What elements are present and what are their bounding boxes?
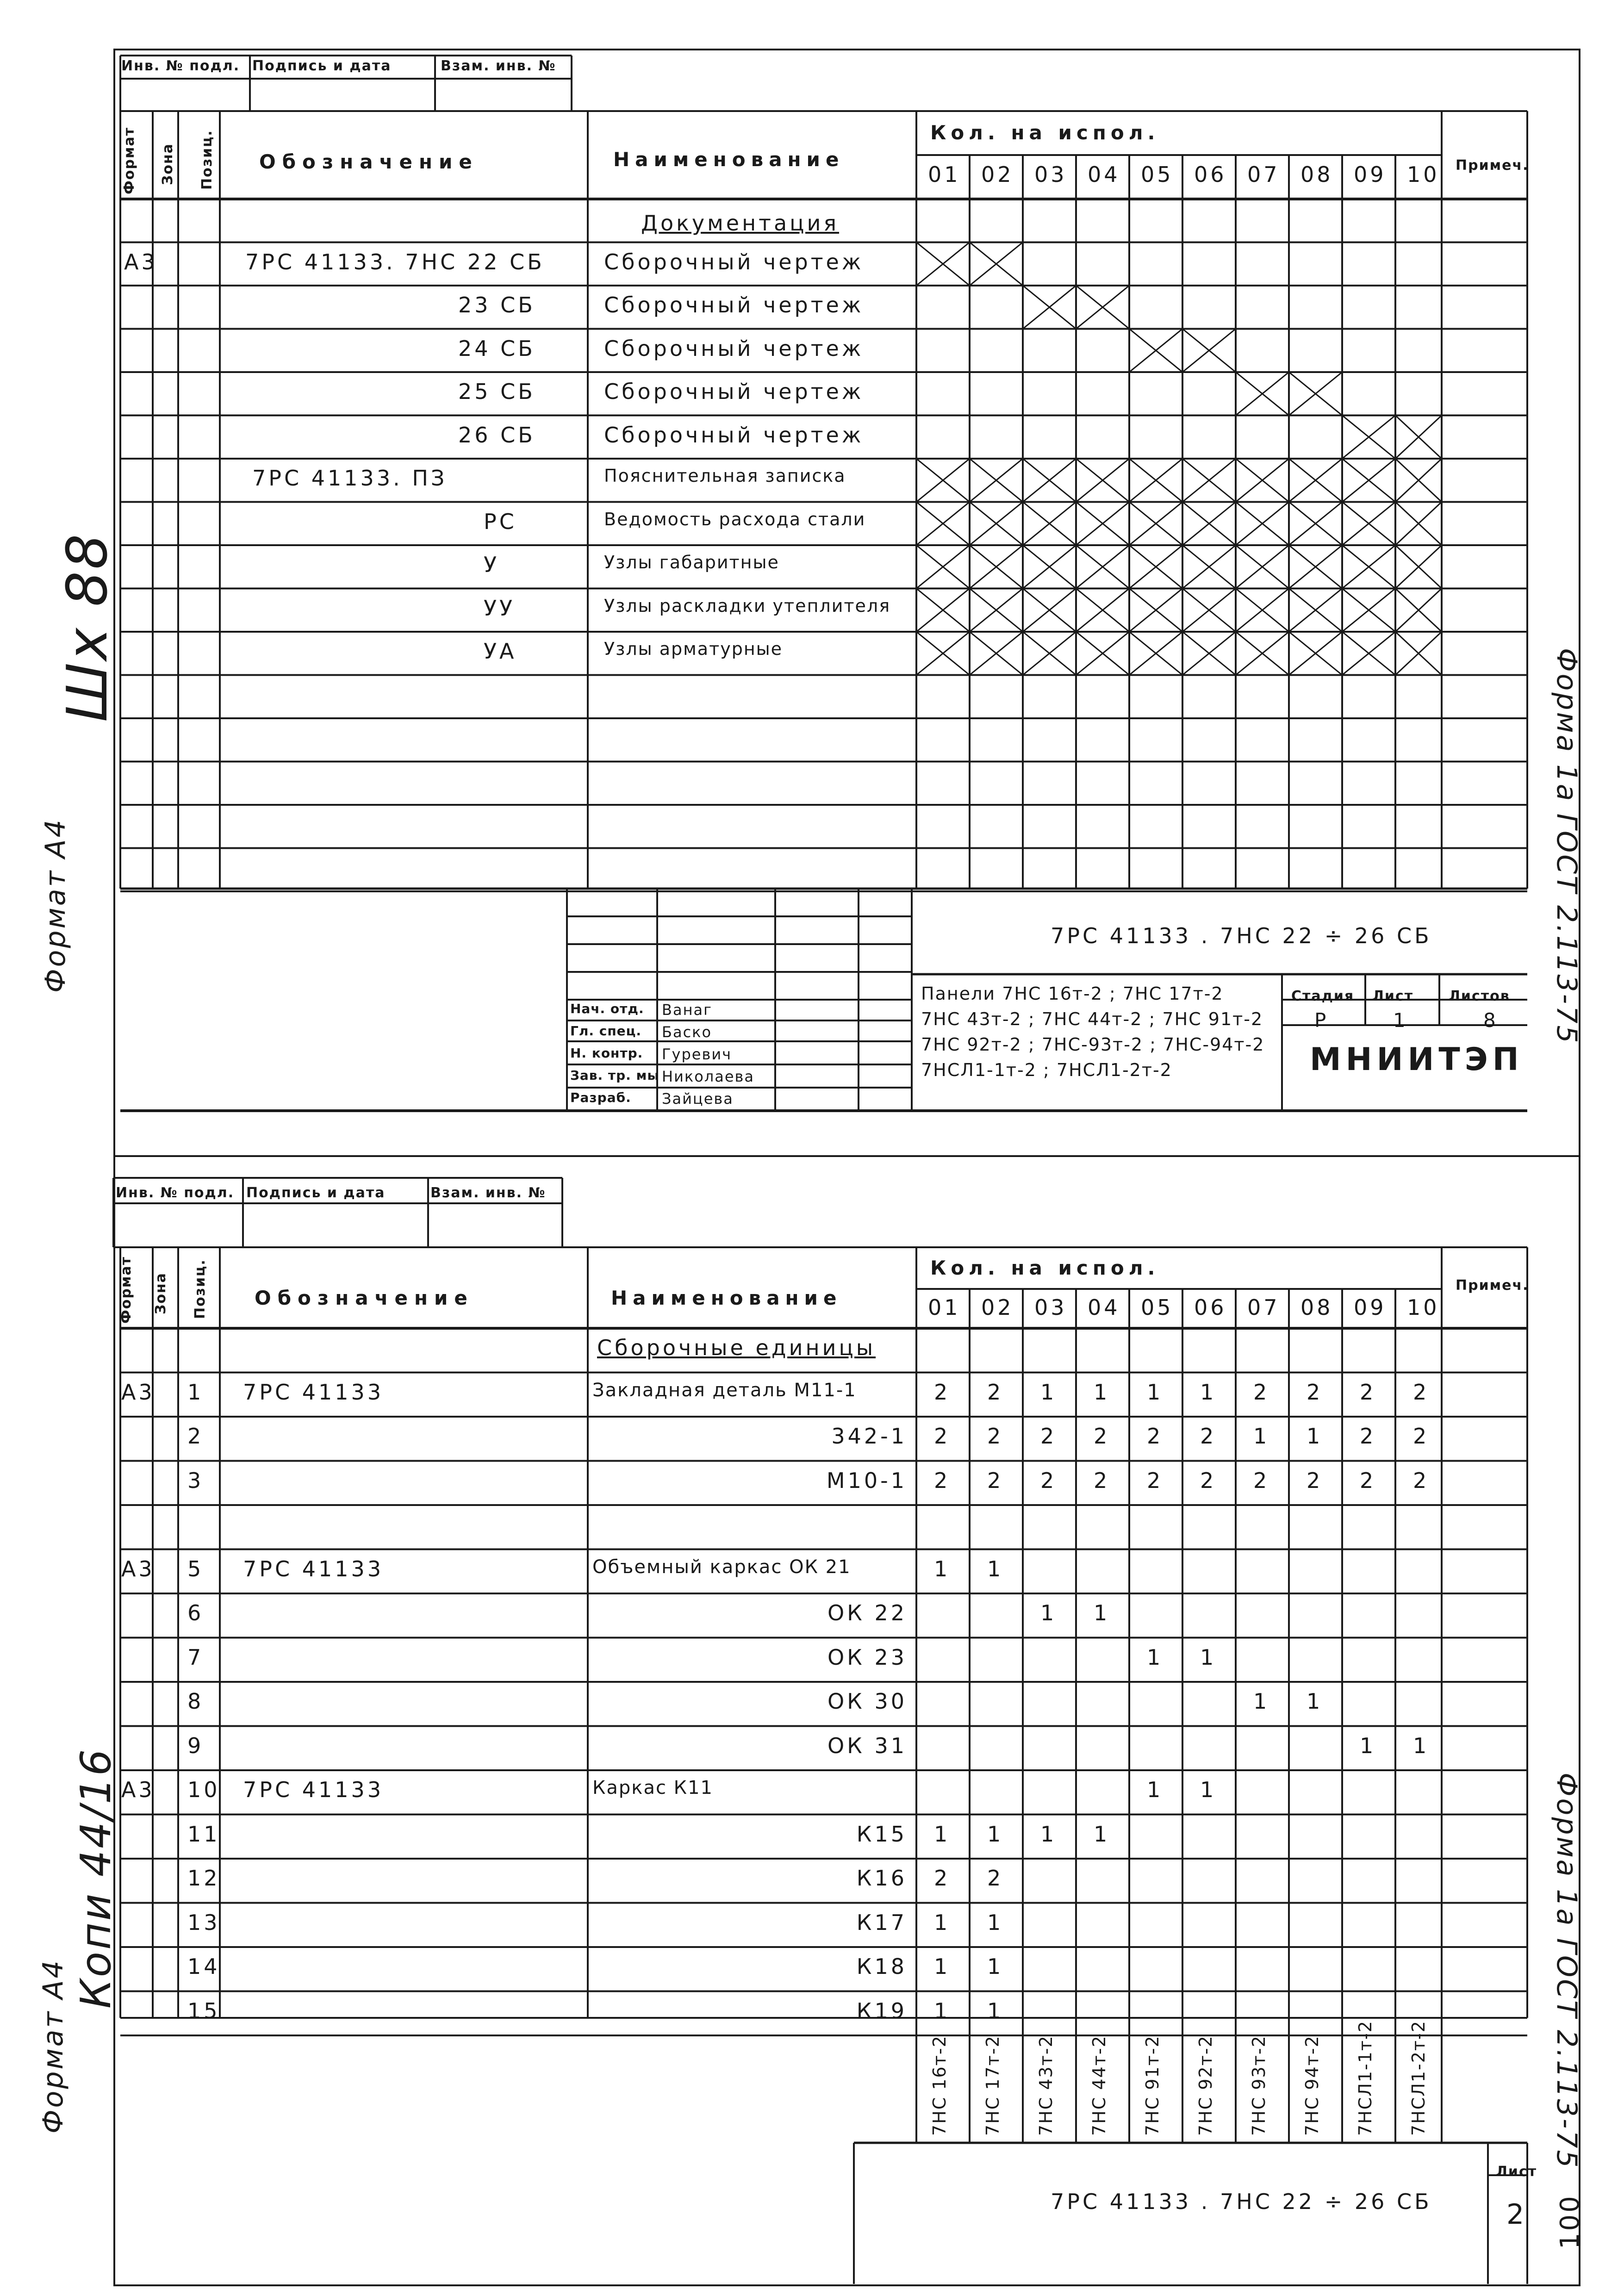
bottom-panel-name: 7НС 44т-2 xyxy=(1089,2035,1109,2136)
stamp-title-line: 7НСЛ1-1т-2 ; 7НСЛ1-2т-2 xyxy=(921,1060,1172,1080)
bottom-row-pos: 12 xyxy=(187,1866,220,1891)
top-row-name: Пояснительная записка xyxy=(604,466,846,486)
bottom-panel-name: 7НС 16т-2 xyxy=(929,2035,950,2136)
bottom-row-qty: 1 xyxy=(987,1998,1004,2023)
top-section-title: Документация xyxy=(641,211,840,236)
bottom-row-qty: 2 xyxy=(1360,1379,1376,1405)
bottom-panel-name: 7НСЛ1-2т-2 xyxy=(1408,2020,1429,2136)
top-header-replace: Взам. инв. № xyxy=(441,58,556,74)
top-col-qty: Кол. на испол. xyxy=(930,121,1160,144)
bottom-row-qty: 1 xyxy=(1094,1379,1110,1405)
bottom-section-title: Сборочные единицы xyxy=(597,1335,876,1360)
bottom-panel-name: 7НС 93т-2 xyxy=(1249,2035,1269,2136)
stamp-sheets: 8 xyxy=(1483,1009,1498,1032)
bottom-row-qty: 2 xyxy=(1307,1468,1323,1493)
top-signature-left: Шх 88 xyxy=(56,532,120,722)
bottom-row-format: А3 xyxy=(121,1556,155,1581)
bottom-panel-name: 7НС 92т-2 xyxy=(1195,2035,1216,2136)
bottom-variant-header: 10 xyxy=(1407,1295,1440,1320)
bottom-header-inv: Инв. № подл. xyxy=(116,1185,235,1201)
bottom-row-qty: 2 xyxy=(1094,1424,1110,1449)
bottom-row-qty: 1 xyxy=(987,1954,1004,1979)
bottom-row-qty: 2 xyxy=(934,1379,951,1405)
bottom-row-pos: 3 xyxy=(187,1468,204,1493)
bottom-row-qty: 1 xyxy=(1200,1379,1217,1405)
bottom-row-qty: 2 xyxy=(1040,1424,1057,1449)
bottom-col-format: Формат xyxy=(118,1256,134,1324)
top-row-designation: РС xyxy=(484,509,517,534)
top-row-designation: 25 СБ xyxy=(458,379,535,404)
top-row-designation: 26 СБ xyxy=(458,422,535,448)
bottom-row-pos: 6 xyxy=(187,1600,204,1625)
bottom-row-qty: 1 xyxy=(987,1910,1004,1935)
bottom-row-qty: 1 xyxy=(1200,1777,1217,1802)
bottom-row-name: Объемный каркас ОК 21 xyxy=(592,1556,851,1578)
stamp-sheets-label: Листов xyxy=(1449,988,1510,1004)
top-row-designation: 23 СБ xyxy=(458,292,535,317)
bottom-row-qty: 2 xyxy=(1147,1468,1164,1493)
top-row-name: Сборочный чертеж xyxy=(604,292,864,317)
top-row-designation: 7РС 41133. ПЗ xyxy=(252,466,448,491)
bottom-row-pos: 13 xyxy=(187,1910,220,1935)
bottom-row-name: К16 xyxy=(856,1866,907,1891)
top-variant-header: 09 xyxy=(1354,162,1387,187)
bottom-variant-header: 08 xyxy=(1300,1295,1333,1320)
bottom-sheet-label: Лист xyxy=(1496,2164,1537,2180)
bottom-row-pos: 11 xyxy=(187,1821,220,1847)
bottom-row-qty: 1 xyxy=(1253,1689,1270,1714)
bottom-row-name: 342-1 xyxy=(831,1424,907,1449)
bottom-variant-header: 07 xyxy=(1247,1295,1280,1320)
bottom-row-name: К17 xyxy=(856,1910,907,1935)
top-row-name: Сборочный чертеж xyxy=(604,422,864,448)
top-row-name: Сборочный чертеж xyxy=(604,249,864,274)
top-variant-header: 06 xyxy=(1194,162,1227,187)
bottom-row-qty: 1 xyxy=(934,1998,951,2023)
bottom-footer-code: 7РС 41133 . 7НС 22 ÷ 26 СБ xyxy=(1051,2189,1432,2214)
bottom-row-qty: 1 xyxy=(934,1821,951,1847)
top-variant-header: 08 xyxy=(1300,162,1333,187)
stamp-person: Ванаг xyxy=(662,1001,712,1019)
stamp-title-line: 7НС 43т-2 ; 7НС 44т-2 ; 7НС 91т-2 xyxy=(921,1009,1263,1029)
bottom-row-qty: 1 xyxy=(1094,1600,1110,1625)
bottom-row-name: Закладная деталь М11-1 xyxy=(592,1379,857,1401)
stamp-stage: Р xyxy=(1314,1009,1328,1032)
bottom-row-name: ОК 31 xyxy=(827,1733,907,1758)
top-variant-header: 05 xyxy=(1141,162,1174,187)
bottom-row-qty: 1 xyxy=(1040,1600,1057,1625)
top-row-designation: 7РС 41133. 7НС 22 СБ xyxy=(245,249,545,274)
top-variant-header: 07 xyxy=(1247,162,1280,187)
bottom-row-qty: 1 xyxy=(1040,1821,1057,1847)
bottom-row-pos: 9 xyxy=(187,1733,204,1758)
bottom-row-qty: 2 xyxy=(987,1468,1004,1493)
stamp-role: Гл. спец. xyxy=(570,1023,642,1039)
bottom-row-qty: 1 xyxy=(1147,1644,1164,1670)
top-row-name: Ведомость расхода стали xyxy=(604,509,866,529)
bottom-row-name: К18 xyxy=(856,1954,907,1979)
top-variant-header: 03 xyxy=(1034,162,1067,187)
top-stamp-code: 7РС 41133 . 7НС 22 ÷ 26 СБ xyxy=(1051,923,1432,948)
stamp-person: Николаева xyxy=(662,1068,754,1085)
bottom-row-name: К15 xyxy=(856,1821,907,1847)
top-col-zone: Зона xyxy=(160,143,176,185)
bottom-row-qty: 1 xyxy=(987,1821,1004,1847)
bottom-header-replace: Взам. инв. № xyxy=(430,1185,546,1201)
bottom-variant-header: 06 xyxy=(1194,1295,1227,1320)
stamp-sheet-label: Лист xyxy=(1372,988,1414,1004)
bottom-col-name: Наименование xyxy=(611,1287,842,1309)
bottom-row-name: ОК 23 xyxy=(827,1644,907,1670)
top-side-right: Форма 1а ГОСТ 2.113-75 xyxy=(1550,648,1583,1045)
top-row-designation: УА xyxy=(484,639,517,664)
bottom-row-pos: 14 xyxy=(187,1954,220,1979)
bottom-row-qty: 2 xyxy=(1413,1468,1430,1493)
bottom-row-qty: 1 xyxy=(934,1954,951,1979)
bottom-row-qty: 2 xyxy=(1307,1379,1323,1405)
bottom-row-qty: 1 xyxy=(1307,1424,1323,1449)
bottom-side-right: Форма 1а ГОСТ 2.113-75 xyxy=(1550,1773,1583,2170)
bottom-col-zone: Зона xyxy=(153,1272,169,1314)
bottom-variant-header: 09 xyxy=(1354,1295,1387,1320)
bottom-row-qty: 2 xyxy=(1200,1424,1217,1449)
bottom-row-pos: 5 xyxy=(187,1556,204,1581)
bottom-sheet-number: 2 xyxy=(1506,2198,1526,2231)
bottom-row-qty: 2 xyxy=(1253,1379,1270,1405)
stamp-person: Зайцева xyxy=(662,1090,734,1108)
bottom-row-qty: 2 xyxy=(1147,1424,1164,1449)
top-variant-header: 01 xyxy=(928,162,961,187)
bottom-row-qty: 1 xyxy=(1200,1644,1217,1670)
top-variant-header: 04 xyxy=(1088,162,1120,187)
bottom-col-note: Примеч. xyxy=(1456,1277,1529,1294)
bottom-row-qty: 2 xyxy=(1094,1468,1110,1493)
bottom-row-designation: 7РС 41133 xyxy=(243,1379,384,1405)
bottom-row-qty: 2 xyxy=(1413,1379,1430,1405)
bottom-row-name: ОК 30 xyxy=(827,1689,907,1714)
top-row-name: Узлы арматурные xyxy=(604,639,783,659)
top-row-name: Сборочный чертеж xyxy=(604,379,864,404)
stamp-stage-label: Стадия xyxy=(1291,988,1355,1004)
stamp-person: Гуревич xyxy=(662,1045,732,1063)
bottom-row-qty: 2 xyxy=(934,1866,951,1891)
bottom-row-format: А3 xyxy=(121,1379,155,1405)
bottom-row-qty: 2 xyxy=(1253,1468,1270,1493)
top-variant-header: 10 xyxy=(1407,162,1440,187)
stamp-org: МНИИТЭП xyxy=(1310,1041,1524,1078)
stamp-role: Разраб. xyxy=(570,1090,631,1105)
bottom-row-qty: 2 xyxy=(1413,1424,1430,1449)
bottom-row-qty: 2 xyxy=(1360,1468,1376,1493)
bottom-row-pos: 10 xyxy=(187,1777,220,1802)
bottom-row-name: Каркас К11 xyxy=(592,1777,713,1798)
bottom-variant-header: 01 xyxy=(928,1295,961,1320)
top-row-name: Узлы габаритные xyxy=(604,552,779,572)
top-col-designation: Обозначение xyxy=(259,150,479,173)
bottom-row-qty: 2 xyxy=(934,1468,951,1493)
bottom-row-qty: 1 xyxy=(1307,1689,1323,1714)
bottom-row-pos: 15 xyxy=(187,1998,220,2023)
bottom-variant-header: 03 xyxy=(1034,1295,1067,1320)
bottom-row-qty: 1 xyxy=(987,1556,1004,1581)
top-row-designation: У xyxy=(484,552,500,577)
page-number: 100 xyxy=(1555,2194,1585,2249)
bottom-row-qty: 2 xyxy=(987,1424,1004,1449)
stamp-role: Н. контр. xyxy=(570,1045,643,1061)
top-row-format: А3 xyxy=(124,249,158,274)
bottom-header-sign: Подпись и дата xyxy=(246,1185,386,1201)
bottom-row-name: ОК 22 xyxy=(827,1600,907,1625)
top-row-name: Сборочный чертеж xyxy=(604,336,864,361)
bottom-panel-name: 7НС 91т-2 xyxy=(1142,2035,1163,2136)
bottom-row-name: К19 xyxy=(856,1998,907,2023)
top-header-inv: Инв. № подл. xyxy=(121,58,240,74)
top-header-sign: Подпись и дата xyxy=(252,58,392,74)
bottom-row-pos: 7 xyxy=(187,1644,204,1670)
bottom-row-pos: 2 xyxy=(187,1424,204,1449)
bottom-row-qty: 1 xyxy=(1147,1777,1164,1802)
stamp-role: Зав. тр. мы xyxy=(570,1068,660,1083)
top-row-designation: УУ xyxy=(484,595,516,621)
stamp-role: Нач. отд. xyxy=(570,1001,644,1016)
bottom-row-qty: 1 xyxy=(1413,1733,1430,1758)
bottom-row-qty: 2 xyxy=(987,1379,1004,1405)
bottom-row-qty: 1 xyxy=(934,1910,951,1935)
stamp-sheet: 1 xyxy=(1393,1009,1407,1032)
bottom-row-qty: 2 xyxy=(1360,1424,1376,1449)
bottom-variant-header: 02 xyxy=(981,1295,1014,1320)
bottom-panel-name: 7НСЛ1-1т-2 xyxy=(1355,2020,1375,2136)
bottom-side-left: Формат А4 xyxy=(37,1959,69,2134)
bottom-row-qty: 2 xyxy=(934,1424,951,1449)
bottom-row-qty: 1 xyxy=(1040,1379,1057,1405)
bottom-signature-left: Копи 44/16 xyxy=(72,1747,120,2009)
bottom-row-qty: 1 xyxy=(1253,1424,1270,1449)
top-variant-header: 02 xyxy=(981,162,1014,187)
bottom-row-qty: 2 xyxy=(1200,1468,1217,1493)
bottom-row-qty: 1 xyxy=(1094,1821,1110,1847)
bottom-variant-header: 05 xyxy=(1141,1295,1174,1320)
bottom-row-qty: 1 xyxy=(1360,1733,1376,1758)
bottom-row-qty: 2 xyxy=(1040,1468,1057,1493)
top-col-note: Примеч. xyxy=(1456,157,1529,174)
bottom-col-pos: Позиц. xyxy=(192,1259,208,1319)
bottom-col-designation: Обозначение xyxy=(255,1287,474,1309)
bottom-col-qty: Кол. на испол. xyxy=(930,1257,1160,1279)
stamp-person: Баско xyxy=(662,1023,712,1041)
bottom-row-qty: 1 xyxy=(1147,1379,1164,1405)
bottom-row-qty: 2 xyxy=(987,1866,1004,1891)
bottom-panel-name: 7НС 17т-2 xyxy=(983,2035,1003,2136)
top-col-format: Формат xyxy=(121,127,137,194)
bottom-row-format: А3 xyxy=(121,1777,155,1802)
bottom-row-pos: 8 xyxy=(187,1689,204,1714)
stamp-title-line: Панели 7НС 16т-2 ; 7НС 17т-2 xyxy=(921,983,1224,1004)
bottom-row-designation: 7РС 41133 xyxy=(243,1556,384,1581)
bottom-panel-name: 7НС 94т-2 xyxy=(1302,2035,1322,2136)
stamp-title-line: 7НС 92т-2 ; 7НС-93т-2 ; 7НС-94т-2 xyxy=(921,1034,1265,1055)
bottom-variant-header: 04 xyxy=(1088,1295,1120,1320)
top-row-designation: 24 СБ xyxy=(458,336,535,361)
top-col-pos: Позиц. xyxy=(199,130,215,190)
top-col-name: Наименование xyxy=(613,148,845,171)
bottom-panel-name: 7НС 43т-2 xyxy=(1036,2035,1056,2136)
bottom-row-qty: 1 xyxy=(934,1556,951,1581)
bottom-row-name: М10-1 xyxy=(826,1468,907,1493)
top-side-left: Формат А4 xyxy=(39,818,72,993)
top-row-name: Узлы раскладки утеплителя xyxy=(604,595,891,616)
bottom-row-pos: 1 xyxy=(187,1379,204,1405)
bottom-row-designation: 7РС 41133 xyxy=(243,1777,384,1802)
